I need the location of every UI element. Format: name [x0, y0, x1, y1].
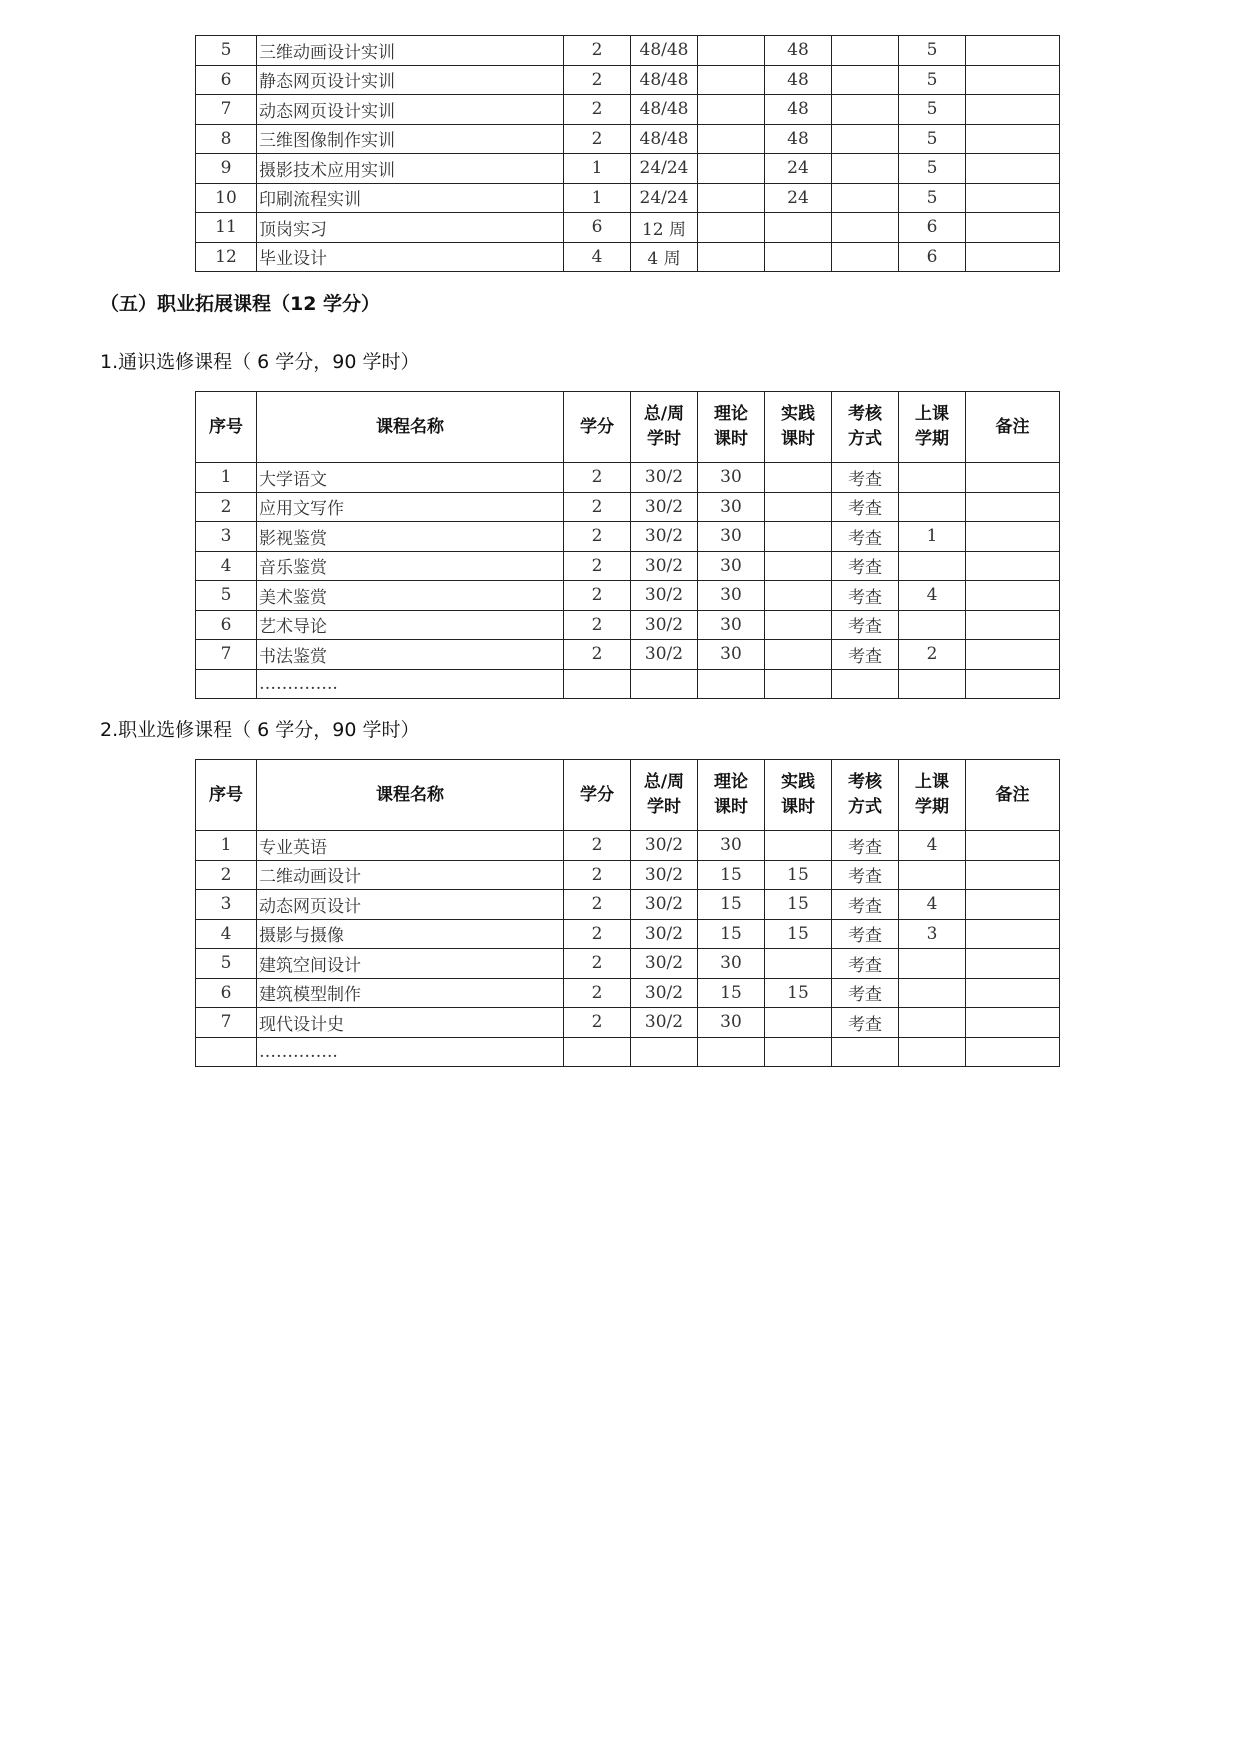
- table-cell: [698, 242, 765, 272]
- table-cell: [765, 213, 832, 243]
- table-row: [196, 669, 1060, 699]
- table-row: [196, 831, 1060, 861]
- table-cell: [966, 95, 1060, 125]
- course-name-cell: 印刷流程实训: [257, 183, 564, 213]
- table-cell: 4 周: [631, 242, 698, 272]
- table-cell: 6: [899, 213, 966, 243]
- table-cell: [698, 213, 765, 243]
- vocational-electives-table: [195, 759, 1060, 1067]
- table-cell: 5: [196, 36, 257, 66]
- table-cell: 15: [698, 890, 765, 920]
- table-cell: 1: [196, 463, 257, 493]
- table-cell: [966, 213, 1060, 243]
- table-cell: [196, 669, 257, 699]
- table-cell: [966, 492, 1060, 522]
- table-cell: 30/2: [631, 581, 698, 611]
- table-cell: [832, 95, 899, 125]
- table-cell: 12 周: [631, 213, 698, 243]
- course-name-cell: …………..: [257, 669, 564, 699]
- table-cell: 2: [564, 124, 631, 154]
- column-header: 上课 学期: [899, 392, 966, 463]
- course-name-cell: 大学语文: [257, 463, 564, 493]
- table-row: [196, 463, 1060, 493]
- table-cell: [832, 183, 899, 213]
- table-cell: [966, 463, 1060, 493]
- table-cell: 7: [196, 1008, 257, 1038]
- course-name-cell: 建筑空间设计: [257, 949, 564, 979]
- table-cell: 30/2: [631, 610, 698, 640]
- table-cell: 5: [899, 183, 966, 213]
- table-cell: 6: [899, 242, 966, 272]
- table-cell: [765, 1008, 832, 1038]
- column-header: 上课 学期: [899, 760, 966, 831]
- course-name-cell: 动态网页设计实训: [257, 95, 564, 125]
- table-cell: 5: [899, 95, 966, 125]
- table-cell: 15: [765, 860, 832, 890]
- table-cell: 7: [196, 95, 257, 125]
- table-cell: [698, 1037, 765, 1067]
- table-cell: [698, 95, 765, 125]
- table-cell: 2: [564, 919, 631, 949]
- table-cell: 9: [196, 154, 257, 184]
- table-cell: 考查: [832, 890, 899, 920]
- column-header: 考核 方式: [832, 760, 899, 831]
- table-cell: 2: [564, 640, 631, 670]
- table-cell: 4: [196, 919, 257, 949]
- column-header: 总/周 学时: [631, 392, 698, 463]
- table-cell: [966, 949, 1060, 979]
- table-cell: 24: [765, 183, 832, 213]
- table-cell: [966, 1008, 1060, 1038]
- table-cell: 1: [564, 183, 631, 213]
- table-cell: [899, 610, 966, 640]
- table-cell: 48/48: [631, 65, 698, 95]
- table-row: [196, 65, 1060, 95]
- table-cell: [966, 36, 1060, 66]
- table-row: [196, 213, 1060, 243]
- course-name-cell: 音乐鉴赏: [257, 551, 564, 581]
- table-cell: 2: [564, 95, 631, 125]
- table-row: [196, 36, 1060, 66]
- table-cell: 2: [564, 65, 631, 95]
- table-cell: 5: [899, 154, 966, 184]
- course-name-cell: 顶岗实习: [257, 213, 564, 243]
- table-cell: 4: [196, 551, 257, 581]
- table-cell: 30: [698, 551, 765, 581]
- table-cell: [765, 831, 832, 861]
- table-cell: [899, 1037, 966, 1067]
- table-row: [196, 581, 1060, 611]
- table-cell: 15: [698, 860, 765, 890]
- table-cell: 30: [698, 610, 765, 640]
- table-row: [196, 1008, 1060, 1038]
- table-cell: 48/48: [631, 124, 698, 154]
- table-cell: [698, 65, 765, 95]
- table-row: [196, 154, 1060, 184]
- table-cell: 48: [765, 95, 832, 125]
- table-cell: 24/24: [631, 183, 698, 213]
- table-cell: 5: [196, 581, 257, 611]
- table-cell: 5: [899, 36, 966, 66]
- table-row: [196, 551, 1060, 581]
- table-cell: 考查: [832, 492, 899, 522]
- table-cell: 考查: [832, 463, 899, 493]
- table-cell: [899, 463, 966, 493]
- table-cell: 7: [196, 640, 257, 670]
- table-cell: [765, 1037, 832, 1067]
- table-cell: 24/24: [631, 154, 698, 184]
- table-cell: [899, 492, 966, 522]
- table-cell: [765, 581, 832, 611]
- table-cell: 2: [899, 640, 966, 670]
- table-cell: [899, 1008, 966, 1038]
- table-cell: [966, 581, 1060, 611]
- course-name-cell: 影视鉴赏: [257, 522, 564, 552]
- table-row: [196, 522, 1060, 552]
- table-cell: 30/2: [631, 1008, 698, 1038]
- table-cell: [832, 669, 899, 699]
- table-cell: [765, 492, 832, 522]
- table-cell: 3: [196, 522, 257, 552]
- course-name-cell: 应用文写作: [257, 492, 564, 522]
- table-cell: 2: [196, 860, 257, 890]
- table-cell: 2: [564, 522, 631, 552]
- table-cell: 2: [564, 1008, 631, 1038]
- table-cell: 考查: [832, 831, 899, 861]
- table-cell: [698, 183, 765, 213]
- table-cell: 30: [698, 492, 765, 522]
- table-cell: [765, 242, 832, 272]
- table-cell: 30/2: [631, 463, 698, 493]
- table-cell: 1: [196, 831, 257, 861]
- table-cell: 15: [765, 978, 832, 1008]
- table-cell: 30: [698, 831, 765, 861]
- course-name-cell: 三维动画设计实训: [257, 36, 564, 66]
- table-row: [196, 978, 1060, 1008]
- table-cell: 15: [698, 919, 765, 949]
- table-cell: 4: [564, 242, 631, 272]
- table-cell: 48: [765, 65, 832, 95]
- table-cell: [966, 890, 1060, 920]
- vocational-electives-title: 2.职业选修课程（ 6 学分，90 学时）: [100, 719, 420, 741]
- table-cell: 48: [765, 36, 832, 66]
- course-name-cell: 三维图像制作实训: [257, 124, 564, 154]
- column-header: 备注: [966, 760, 1060, 831]
- column-header: 理论 课时: [698, 760, 765, 831]
- table-cell: [966, 669, 1060, 699]
- table-cell: 考查: [832, 610, 899, 640]
- column-header: 学分: [564, 392, 631, 463]
- table-cell: 6: [564, 213, 631, 243]
- table-cell: 12: [196, 242, 257, 272]
- table-cell: [966, 124, 1060, 154]
- table-cell: [966, 154, 1060, 184]
- table-cell: [966, 978, 1060, 1008]
- table-cell: [196, 1037, 257, 1067]
- table-cell: 2: [564, 581, 631, 611]
- section-title: （五）职业拓展课程（12 学分）: [100, 293, 381, 315]
- table-cell: 考查: [832, 551, 899, 581]
- course-name-cell: 二维动画设计: [257, 860, 564, 890]
- table-cell: 30/2: [631, 949, 698, 979]
- table-cell: 30/2: [631, 919, 698, 949]
- column-header: 序号: [196, 760, 257, 831]
- table-cell: [765, 522, 832, 552]
- table-cell: [765, 640, 832, 670]
- table-cell: [564, 669, 631, 699]
- course-name-cell: 摄影与摄像: [257, 919, 564, 949]
- table-cell: [966, 522, 1060, 552]
- table-cell: [832, 124, 899, 154]
- table-cell: 2: [564, 978, 631, 1008]
- table-cell: 15: [765, 919, 832, 949]
- table-cell: [765, 949, 832, 979]
- table-cell: 2: [564, 551, 631, 581]
- table-cell: 3: [196, 890, 257, 920]
- table-cell: [765, 610, 832, 640]
- table-cell: 考查: [832, 522, 899, 552]
- table-cell: 30/2: [631, 522, 698, 552]
- table-cell: [899, 551, 966, 581]
- column-header: 备注: [966, 392, 1060, 463]
- table-cell: 2: [564, 949, 631, 979]
- header-row: [196, 760, 1060, 831]
- table-cell: 考查: [832, 1008, 899, 1038]
- course-name-cell: 摄影技术应用实训: [257, 154, 564, 184]
- table-cell: 考查: [832, 581, 899, 611]
- table-cell: 48/48: [631, 95, 698, 125]
- table-cell: [698, 154, 765, 184]
- table-cell: [832, 242, 899, 272]
- course-name-cell: 静态网页设计实训: [257, 65, 564, 95]
- table-cell: 6: [196, 610, 257, 640]
- table-row: [196, 860, 1060, 890]
- table-cell: 考查: [832, 640, 899, 670]
- table-row: [196, 242, 1060, 272]
- table-cell: 考查: [832, 949, 899, 979]
- table-cell: 4: [899, 831, 966, 861]
- table-cell: 30: [698, 1008, 765, 1038]
- table-cell: 15: [698, 978, 765, 1008]
- table-cell: [832, 154, 899, 184]
- table-cell: [564, 1037, 631, 1067]
- table-cell: 30: [698, 463, 765, 493]
- table-row: [196, 1037, 1060, 1067]
- course-name-cell: 书法鉴赏: [257, 640, 564, 670]
- table-cell: [966, 65, 1060, 95]
- column-header: 课程名称: [257, 392, 564, 463]
- table-cell: [698, 124, 765, 154]
- table-cell: [966, 640, 1060, 670]
- table-cell: [966, 610, 1060, 640]
- column-header: 学分: [564, 760, 631, 831]
- table-cell: 2: [564, 890, 631, 920]
- table-cell: 2: [564, 492, 631, 522]
- table-cell: [698, 36, 765, 66]
- header-row: [196, 392, 1060, 463]
- table-cell: 3: [899, 919, 966, 949]
- table-cell: 考查: [832, 978, 899, 1008]
- table-cell: 6: [196, 65, 257, 95]
- table-cell: 考查: [832, 919, 899, 949]
- table-cell: 30/2: [631, 890, 698, 920]
- table-cell: 30/2: [631, 551, 698, 581]
- table-cell: 5: [899, 65, 966, 95]
- table-row: [196, 95, 1060, 125]
- table-cell: 48/48: [631, 36, 698, 66]
- table-cell: [966, 860, 1060, 890]
- table-cell: [832, 213, 899, 243]
- table-cell: [765, 669, 832, 699]
- column-header: 总/周 学时: [631, 760, 698, 831]
- table-cell: 30: [698, 640, 765, 670]
- table-cell: 8: [196, 124, 257, 154]
- table-cell: [966, 242, 1060, 272]
- course-name-cell: 艺术导论: [257, 610, 564, 640]
- table-cell: 30/2: [631, 978, 698, 1008]
- table-cell: 30: [698, 949, 765, 979]
- course-name-cell: 动态网页设计: [257, 890, 564, 920]
- table-cell: 6: [196, 978, 257, 1008]
- practical-training-table: [195, 35, 1060, 272]
- table-cell: 1: [899, 522, 966, 552]
- column-header: 考核 方式: [832, 392, 899, 463]
- table-cell: 2: [564, 610, 631, 640]
- course-name-cell: 专业英语: [257, 831, 564, 861]
- table-cell: 1: [564, 154, 631, 184]
- table-cell: 2: [564, 36, 631, 66]
- table-cell: 48: [765, 124, 832, 154]
- table-cell: 4: [899, 581, 966, 611]
- table-cell: [966, 831, 1060, 861]
- table-cell: 30/2: [631, 640, 698, 670]
- table-cell: 2: [564, 860, 631, 890]
- table-cell: 5: [899, 124, 966, 154]
- table-cell: [966, 183, 1060, 213]
- table-cell: [899, 669, 966, 699]
- table-cell: [631, 669, 698, 699]
- column-header: 序号: [196, 392, 257, 463]
- table-cell: [899, 860, 966, 890]
- table-cell: 考查: [832, 860, 899, 890]
- column-header: 实践 课时: [765, 760, 832, 831]
- table-row: [196, 919, 1060, 949]
- table-cell: [765, 463, 832, 493]
- column-header: 实践 课时: [765, 392, 832, 463]
- table-cell: [966, 1037, 1060, 1067]
- table-cell: 2: [564, 463, 631, 493]
- general-electives-table: [195, 391, 1060, 699]
- table-cell: [966, 919, 1060, 949]
- table-cell: [832, 36, 899, 66]
- course-name-cell: 美术鉴赏: [257, 581, 564, 611]
- table-cell: 15: [765, 890, 832, 920]
- table-cell: 30/2: [631, 831, 698, 861]
- general-electives-title: 1.通识选修课程（ 6 学分，90 学时）: [100, 351, 420, 373]
- course-name-cell: 现代设计史: [257, 1008, 564, 1038]
- table-cell: 5: [196, 949, 257, 979]
- table-row: [196, 124, 1060, 154]
- course-name-cell: 建筑模型制作: [257, 978, 564, 1008]
- table-cell: [765, 551, 832, 581]
- column-header: 课程名称: [257, 760, 564, 831]
- table-row: [196, 890, 1060, 920]
- table-cell: 24: [765, 154, 832, 184]
- table-row: [196, 610, 1060, 640]
- table-row: [196, 949, 1060, 979]
- table-row: [196, 183, 1060, 213]
- table-cell: 4: [899, 890, 966, 920]
- table-cell: [698, 669, 765, 699]
- table-cell: 10: [196, 183, 257, 213]
- course-name-cell: 毕业设计: [257, 242, 564, 272]
- table-cell: [832, 1037, 899, 1067]
- table-cell: 30: [698, 581, 765, 611]
- table-cell: [631, 1037, 698, 1067]
- table-cell: 30: [698, 522, 765, 552]
- table-row: [196, 640, 1060, 670]
- table-row: [196, 492, 1060, 522]
- course-name-cell: …………..: [257, 1037, 564, 1067]
- table-cell: [899, 978, 966, 1008]
- column-header: 理论 课时: [698, 392, 765, 463]
- table-cell: 2: [196, 492, 257, 522]
- table-cell: 30/2: [631, 492, 698, 522]
- table-cell: [966, 551, 1060, 581]
- table-cell: 30/2: [631, 860, 698, 890]
- table-cell: 2: [564, 831, 631, 861]
- table-cell: 11: [196, 213, 257, 243]
- table-cell: [899, 949, 966, 979]
- table-cell: [832, 65, 899, 95]
